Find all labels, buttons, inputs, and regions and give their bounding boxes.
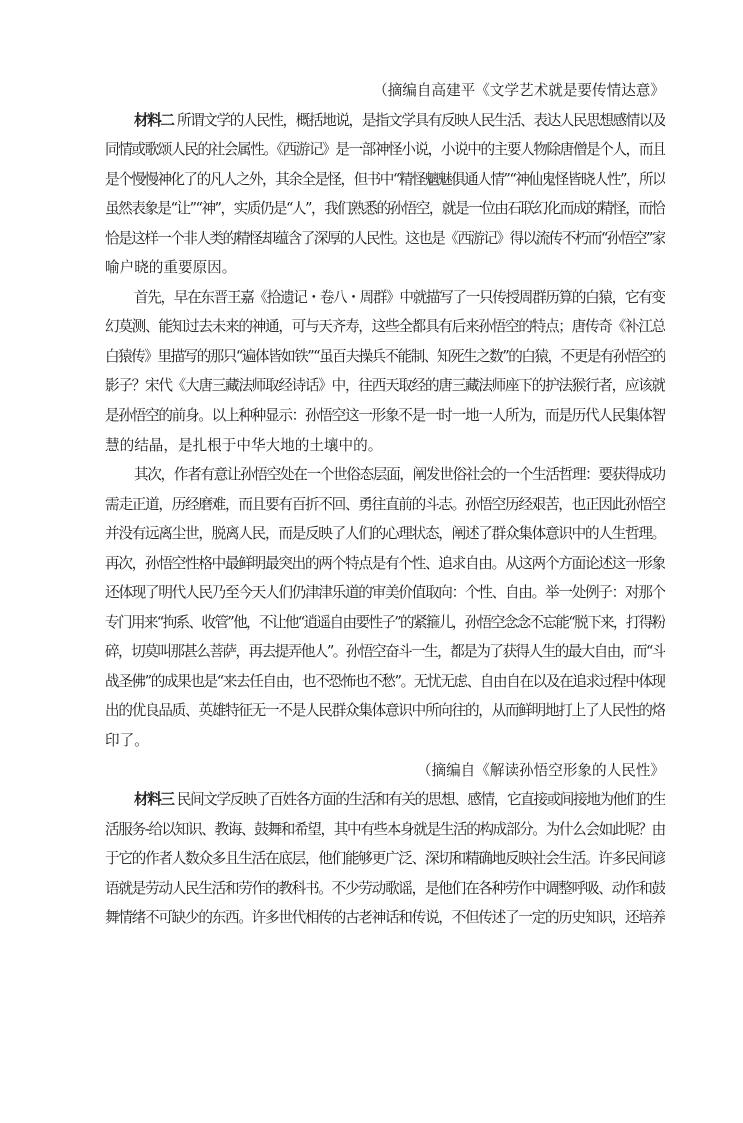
text-line: 首先，早在东晋王嘉《拾遗记・卷八・周群》中就描写了一只传授周群历算的白猿，它有变 (134, 288, 665, 306)
text-line: 再次，孙悟空性格中最鲜明最突出的两个特点是有个性、追求自由。从这两个方面论述这一形象 (105, 554, 665, 572)
text-line: 影子？宋代《大唐三藏法师取经诗话》中，往西天取经的唐三藏法师座下的护法猴行者，应该就 (105, 377, 665, 395)
material-label: 材料二 (134, 111, 174, 129)
text-line: 舞情绪不可缺少的东西。许多世代相传的古老神话和传说，不但传述了一定的历史知识，还培养 (105, 909, 665, 927)
material-heading-line (105, 106, 665, 136)
text-line: 虽然表象是“让”“神”，实质仍是“人”，我们熟悉的孙悟空，就是一位由石联幻化而成的精怪，而恰 (105, 200, 665, 218)
text-line: 专门用来“拘系、收管”他，不让他“逍遥自由要性子”的紧箍儿，孙悟空念念不忘能“脱下来，打得粉 (105, 613, 665, 631)
text-line: 碎，切莫叫那甚么菩萨，再去提弄他人”。孙悟空奋斗一生，都是为了获得人生的最大自由，而“斗 (105, 643, 665, 661)
text-line: 并没有远离尘世，脱离人民，而是反映了人们的心理状态，阐述了群众集体意识中的人生哲理。 (105, 525, 665, 543)
text-line: 印了。 (105, 732, 149, 750)
text-line: 同情或歌颂人民的社会属性。《西游记》是一部神怪小说，小说中的主要人物除唐僧是个人，而且 (105, 141, 665, 159)
text-line: 其次，作者有意让孙悟空处在一个世俗态层面，阐发世俗社会的一个生活哲理：要获得成功 (134, 466, 665, 484)
text-line: 白猿传》里描写的那只“遍体皆如铁”“虽百夫操兵不能制、知死生之数”的白猿，不更是有孙悟空的 (105, 347, 665, 365)
document-page (105, 76, 665, 933)
material-label: 材料三 (134, 791, 174, 809)
text-line: 所谓文学的人民性，概括地说，是指文学具有反映人民生活、表达人民思想感情以及 (176, 111, 665, 129)
text-line: 语就是劳动人民生活和劳作的教科书。不少劳动歌谣，是他们在各种劳作中调整呼吸、动作和鼓 (105, 879, 665, 897)
text-line: 还体现了明代人民乃至今天人们仍津津乐道的审美价值取向：个性、自由。举一处例子：对那个 (105, 584, 665, 602)
source-text: （摘编自高建平《文学艺术就是要传情达意》 (373, 82, 665, 99)
source-text: （摘编自《解读孙悟空形象的人民性》 (416, 761, 665, 779)
text-line: 喻户晓的重要原因。 (105, 259, 237, 277)
text-line: 是孙悟空的前身。以上种种显示：孙悟空这一形象不是一时一地一人所为，而是历代人民集体智 (105, 407, 665, 425)
text-line: 活服务-给以知识、教诲、鼓舞和希望，其中有些本身就是生活的构成部分。为什么会如此呢？由 (105, 820, 665, 838)
source-citation (105, 756, 665, 786)
text-line: 幻莫测、能知过去未来的神通，可与天齐寿，这些全都具有后来孙悟空的特点；唐传奇《补江总 (105, 318, 665, 336)
text-line: 慧的结晶，是扎根于中华大地的土壤中的。 (105, 436, 383, 454)
text-line: 是个慢慢神化了的凡人之外，其余全是怪，但书中“精怪魑魅俱通人情”“神仙鬼怪皆晓人性”，所以 (105, 170, 665, 188)
text-line: 于它的作者人数众多且生活在底层，他们能够更广泛、深切和精确地反映社会生活。许多民间谚 (105, 850, 665, 868)
text-line: 出的优良品质、英雄特征无一不是人民群众集体意识中所向往的，从而鲜明地打上了人民性的烙 (105, 702, 665, 720)
text-line: 恰是这样一个非人类的精怪却蕴含了深厚的人民性。这也是《西游记》得以流传不朽而“孙悟空”家 (105, 229, 665, 247)
material-heading-line (105, 785, 665, 815)
text-line: 民间文学反映了百姓各方面的生活和有关的思想、感情，它直接或间接地为他们的生 (176, 791, 665, 809)
source-citation (105, 76, 665, 106)
text-line: 战圣佛”的成果也是“来去任自由，也不恐怖也不愁”。无忧无虑、自由自在以及在追求过程中体现 (105, 672, 665, 690)
text-line: 需走正道，历经磨难，而且要有百折不回、勇往直前的斗志。孙悟空历经艰苦，也正因此孙悟空 (105, 495, 665, 513)
